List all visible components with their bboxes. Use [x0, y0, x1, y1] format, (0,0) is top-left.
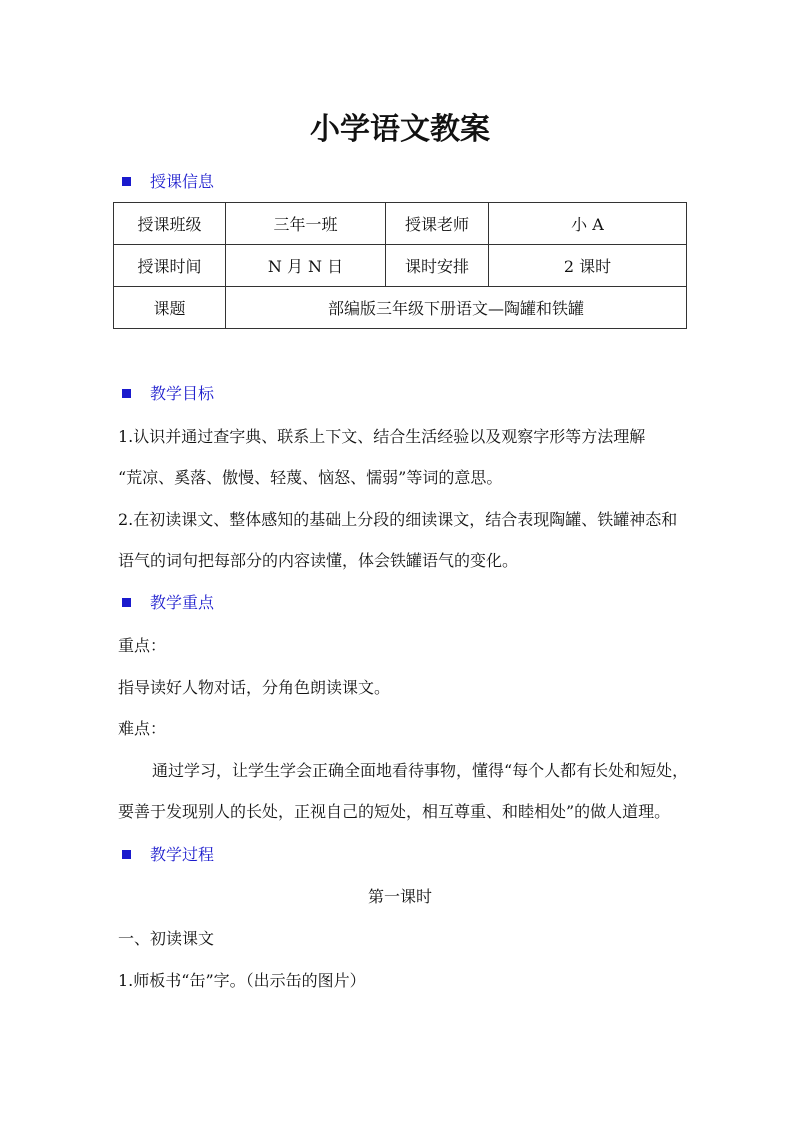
teacher-value-cell: 小 A [489, 203, 687, 245]
time-label-cell: 授课时间 [114, 245, 226, 287]
section-heading-info [120, 172, 420, 192]
difficulty-label: 难点： [118, 719, 167, 738]
time-value-cell: N 月 N 日 [226, 245, 386, 287]
objective-line: 2.在初读课文、整体感知的基础上分段的细读课文，结合表现陶罐、铁罐神态和 [118, 510, 678, 529]
section-heading-text: 教学目标 [150, 384, 215, 403]
lesson-period-title: 第一课时 [367, 887, 432, 906]
step-line: 1.师板书“缶”字。（出示缶的图片） [118, 971, 366, 990]
table-row [114, 203, 687, 245]
class-label-cell: 授课班级 [114, 203, 226, 245]
key-point-label: 重点： [118, 636, 167, 655]
section-heading-process [120, 845, 420, 865]
topic-value-cell: 部编版三年级下册语文—陶罐和铁罐 [226, 287, 687, 329]
section-heading-key-points [120, 593, 420, 613]
section-heading-text: 授课信息 [150, 172, 215, 191]
key-point-text: 指导读好人物对话，分角色朗读课文。 [118, 678, 391, 697]
square-bullet-icon [122, 389, 131, 398]
schedule-label-cell: 课时安排 [386, 245, 489, 287]
square-bullet-icon [122, 598, 131, 607]
schedule-value-cell: 2 课时 [489, 245, 687, 287]
table-row [114, 245, 687, 287]
objective-line: 1.认识并通过查字典、联系上下文、结合生活经验以及观察字形等方法理解 [118, 427, 646, 446]
objective-line: 语气的词句把每部分的内容读懂，体会铁罐语气的变化。 [118, 551, 519, 570]
square-bullet-icon [122, 177, 131, 186]
lesson-info-table [113, 202, 687, 329]
difficulty-line: 要善于发现别人的长处，正视自己的短处，相互尊重、和睦相处”的做人道理。 [118, 802, 671, 821]
difficulty-line: 通过学习，让学生学会正确全面地看待事物，懂得“每个人都有长处和短处， [152, 761, 689, 780]
topic-label-cell: 课题 [114, 287, 226, 329]
document-title: 小学语文教案 [310, 112, 490, 147]
step-title: 一、初读课文 [118, 929, 215, 948]
teacher-label-cell: 授课老师 [386, 203, 489, 245]
section-heading-text: 教学过程 [150, 845, 215, 864]
objective-line: “荒凉、奚落、傲慢、轻蔑、恼怒、懦弱”等词的意思。 [118, 468, 503, 487]
table-row [114, 287, 687, 329]
class-value-cell: 三年一班 [226, 203, 386, 245]
square-bullet-icon [122, 850, 131, 859]
section-heading-objectives [120, 384, 420, 404]
section-heading-text: 教学重点 [150, 593, 215, 612]
